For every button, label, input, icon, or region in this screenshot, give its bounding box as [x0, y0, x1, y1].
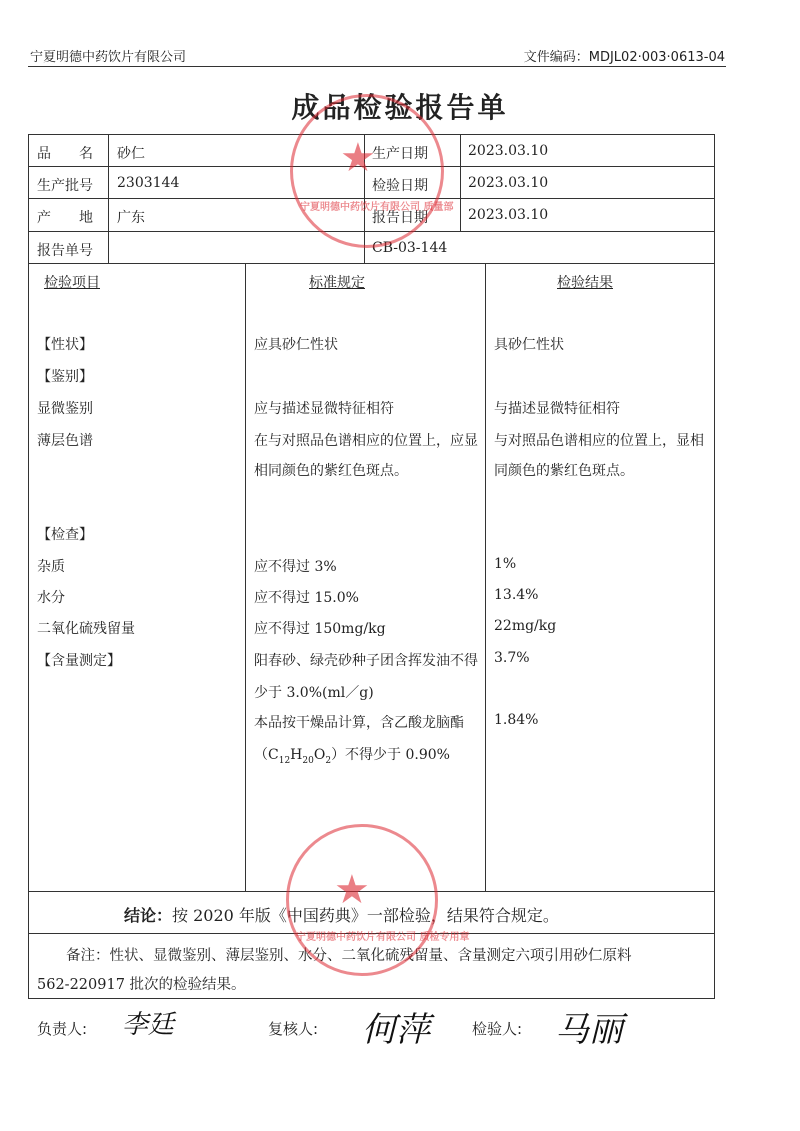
row-standard: 在与对照品色谱相应的位置上，应显 — [254, 433, 478, 449]
row-item: 【含量测定】 — [37, 653, 121, 669]
report-no-value: CB-03-144 — [372, 240, 448, 256]
row-standard: 应不得过 150mg/kg — [254, 621, 386, 637]
formula-element: O — [313, 747, 326, 763]
responsible-label: 负责人: — [37, 1020, 88, 1038]
formula-sub: 12 — [278, 755, 291, 766]
row-item: 显微鉴别 — [37, 401, 93, 417]
col-header-item: 检验项目 — [44, 275, 100, 291]
formula-line — [254, 744, 450, 766]
stamp-text: 宁夏明德中药饮片有限公司 质检专用章 — [296, 932, 470, 943]
remark-line-2: 562-220917 批次的检验结果。 — [37, 977, 246, 993]
report-no-label: 报告单号 — [37, 243, 93, 259]
conclusion-text: 按 2020 年版《中国药典》一部检验，结果符合规定。 — [172, 906, 559, 925]
row-result: 与对照品色谱相应的位置上，显相 — [494, 433, 704, 449]
col-divider — [108, 134, 109, 264]
report-date-value: 2023.03.10 — [468, 207, 549, 223]
test-date-label: 检验日期 — [372, 178, 428, 194]
row-standard: 应具砂仁性状 — [254, 337, 338, 353]
row-item: 杂质 — [37, 559, 65, 575]
origin-label: 产 地 — [37, 210, 93, 226]
batch-value: 2303144 — [117, 175, 180, 191]
inspector-signature: 马丽 — [555, 1010, 623, 1050]
row-result: 22mg/kg — [494, 618, 557, 634]
document-number: 文件编码：MDJL02·003·0613-04 — [523, 50, 725, 65]
row-result: 具砂仁性状 — [494, 337, 564, 353]
row-standard: 应与描述显微特征相符 — [254, 401, 394, 417]
row-result: 同颜色的紫红色斑点。 — [494, 463, 634, 479]
prod-date-label: 生产日期 — [372, 146, 428, 162]
col-divider — [245, 263, 246, 892]
col-header-result: 检验结果 — [557, 275, 613, 291]
header-divider — [28, 66, 726, 67]
row-result: 与描述显微特征相符 — [494, 401, 620, 417]
row-standard: 相同颜色的紫红色斑点。 — [254, 463, 408, 479]
row-standard: 少于 3.0%(ml／g) — [254, 685, 374, 701]
formula-suffix: ）不得少于 0.90% — [331, 747, 450, 763]
formula-prefix: （C — [254, 747, 279, 763]
row-standard: 本品按干燥品计算，含乙酸龙脑酯 — [254, 715, 464, 731]
remark-line-1: 备注：性状、显微鉴别、薄层鉴别、水分、二氧化硫残留量、含量测定六项引用砂仁原料 — [37, 948, 632, 964]
page-title: 成品检验报告单 — [291, 91, 509, 124]
row-result: 13.4% — [494, 587, 539, 603]
row-item: 薄层色谱 — [37, 433, 93, 449]
name-label: 品 名 — [37, 146, 93, 162]
row-result: 1.84% — [494, 712, 539, 728]
stamp-star-icon: ★ — [334, 867, 370, 913]
inspector-label: 检验人: — [472, 1020, 523, 1038]
test-date-value: 2023.03.10 — [468, 175, 549, 191]
origin-value: 广东 — [117, 210, 145, 226]
row-item: 水分 — [37, 590, 65, 606]
row-standard: 应不得过 3% — [254, 559, 337, 575]
row-item: 【鉴别】 — [37, 369, 93, 385]
formula-sub: 20 — [302, 755, 314, 766]
conclusion-label: 结论： — [124, 906, 173, 925]
formula-sub: 2 — [325, 755, 332, 766]
prod-date-value: 2023.03.10 — [468, 143, 549, 159]
row-result: 3.7% — [494, 650, 530, 666]
stamp-star-icon: ★ — [340, 135, 376, 181]
stamp-text: 宁夏明德中药饮片有限公司 质量部 — [300, 202, 454, 213]
formula-element: H — [290, 747, 303, 763]
col-divider — [485, 263, 486, 892]
report-date-label: 报告日期 — [372, 210, 428, 226]
row-item: 【检查】 — [37, 527, 93, 543]
responsible-signature: 李廷 — [122, 1010, 175, 1040]
row-standard: 应不得过 15.0% — [254, 590, 359, 606]
company-name: 宁夏明德中药饮片有限公司 — [30, 50, 187, 65]
results-table — [28, 263, 715, 892]
row-standard: 阳春砂、绿壳砂种子团含挥发油不得 — [254, 653, 478, 669]
col-header-standard: 标准规定 — [309, 275, 365, 291]
reviewer-label: 复核人: — [268, 1020, 319, 1038]
row-item: 二氧化硫残留量 — [37, 621, 135, 637]
reviewer-signature: 何萍 — [362, 1010, 430, 1050]
batch-label: 生产批号 — [37, 178, 93, 194]
row-result: 1% — [494, 556, 517, 572]
col-divider — [460, 134, 461, 231]
row-item: 【性状】 — [37, 337, 93, 353]
name-value: 砂仁 — [117, 146, 145, 162]
